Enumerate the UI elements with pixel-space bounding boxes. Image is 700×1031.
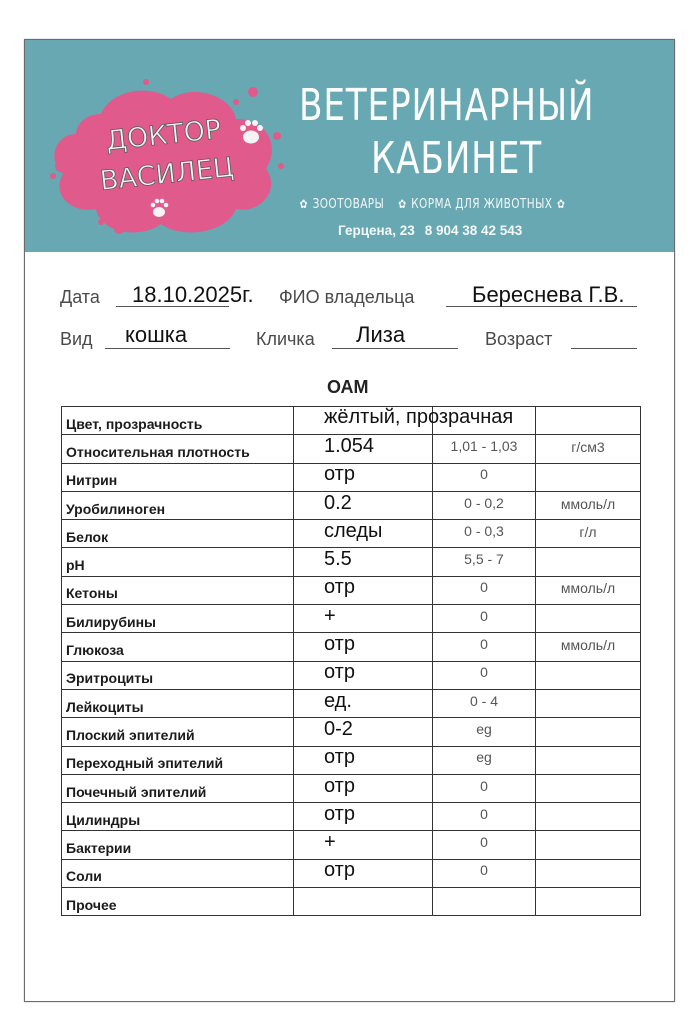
row-value[interactable]: отр [294, 859, 433, 887]
table-row [62, 859, 641, 887]
row-parameter-name: Плоский эпителий [62, 718, 294, 746]
table-row [62, 803, 641, 831]
species-line [105, 348, 230, 349]
row-norm: 0 [433, 774, 536, 802]
row-parameter-name: Нитрин [62, 463, 294, 491]
row-norm: 0 [433, 859, 536, 887]
row-value[interactable]: + [294, 831, 433, 859]
logo-text-line1: ДОКТОР [104, 114, 223, 157]
table-row [62, 605, 641, 633]
row-value[interactable]: отр [294, 746, 433, 774]
row-value[interactable]: отр [294, 576, 433, 604]
row-parameter-name: Цилиндры [62, 803, 294, 831]
paw-icon: ✿ [557, 197, 566, 211]
row-norm [433, 888, 536, 916]
row-norm: 0 - 0,3 [433, 520, 536, 548]
row-parameter-name: Почечный эпителий [62, 774, 294, 802]
row-value[interactable]: 1.054 [294, 435, 433, 463]
row-parameter-name: Лейкоциты [62, 689, 294, 717]
row-unit [536, 605, 641, 633]
row-unit: ммоль/л [536, 576, 641, 604]
pet-name-field[interactable]: Лиза [356, 322, 406, 347]
row-value[interactable]: 0-2 [294, 718, 433, 746]
row-unit: ммоль/л [536, 491, 641, 519]
row-parameter-name: Эритроциты [62, 661, 294, 689]
table-row [62, 774, 641, 802]
row-value[interactable]: 0.2 [294, 491, 433, 519]
table-row [62, 831, 641, 859]
row-unit [536, 689, 641, 717]
date-field[interactable]: 18.10.2025г. [132, 282, 254, 307]
row-value[interactable]: жёлтый, прозрачная [324, 406, 514, 428]
urinalysis-table [61, 406, 641, 916]
row-norm: 0 [433, 831, 536, 859]
table-row [62, 520, 641, 548]
table-row [62, 661, 641, 689]
row-value[interactable]: 5.5 [294, 548, 433, 576]
table-row [62, 491, 641, 519]
row-unit: г/л [536, 520, 641, 548]
row-norm: 0 [433, 661, 536, 689]
species-field[interactable]: кошка [125, 322, 188, 347]
row-parameter-name: Белок [62, 520, 294, 548]
analysis-title: ОАМ [327, 377, 369, 397]
age-label: Возраст [485, 329, 553, 349]
row-parameter-name: Прочее [62, 888, 294, 916]
row-unit [536, 746, 641, 774]
row-value[interactable]: отр [294, 633, 433, 661]
row-value[interactable] [294, 888, 433, 916]
row-norm: 5,5 - 7 [433, 548, 536, 576]
table-row [62, 407, 641, 435]
row-value[interactable]: ед. [294, 689, 433, 717]
row-value[interactable]: отр [294, 803, 433, 831]
date-label: Дата [60, 287, 100, 307]
table-row [62, 746, 641, 774]
row-norm: 0 [433, 633, 536, 661]
row-norm: 0 [433, 803, 536, 831]
clinic-title-line1: ВЕТЕРИНАРНЫЙ [299, 80, 595, 131]
row-parameter-name: Глюкоза [62, 633, 294, 661]
owner-label: ФИО владельца [279, 287, 415, 307]
row-parameter-name: Цвет, прозрачность [62, 407, 294, 435]
row-norm: 0 [433, 463, 536, 491]
row-norm: eg [433, 718, 536, 746]
row-unit: г/см3 [536, 435, 641, 463]
row-parameter-name: Бактерии [62, 831, 294, 859]
row-parameter-name: pH [62, 548, 294, 576]
table-row [62, 548, 641, 576]
table-row [62, 633, 641, 661]
row-norm: 0 [433, 605, 536, 633]
row-norm: 0 - 0,2 [433, 491, 536, 519]
logo-splash [50, 79, 284, 234]
clinic-phone: 8 904 38 42 543 [424, 223, 523, 238]
logo-text-line2: ВАСИЛЕЦ [98, 152, 236, 197]
row-value-cell[interactable] [294, 406, 514, 435]
service-item: ЗООТОВАРЫ [312, 196, 385, 212]
row-unit [536, 831, 641, 859]
row-unit [536, 548, 641, 576]
table-row [62, 463, 641, 491]
clinic-address: Герцена, 23 [338, 223, 415, 238]
row-unit [536, 859, 641, 887]
row-unit: ммоль/л [536, 633, 641, 661]
table-row [62, 888, 641, 916]
row-unit [536, 888, 641, 916]
clinic-title-line2: КАБИНЕТ [371, 133, 542, 184]
table-row [62, 576, 641, 604]
row-unit [536, 803, 641, 831]
table-row [62, 718, 641, 746]
row-parameter-name: Переходный эпителий [62, 746, 294, 774]
row-value[interactable]: отр [294, 774, 433, 802]
row-parameter-name: Соли [62, 859, 294, 887]
paw-icon: ✿ [299, 197, 308, 211]
clinic-contacts [338, 223, 522, 238]
row-norm: 1,01 - 1,03 [433, 435, 536, 463]
pet-name-label: Кличка [256, 329, 315, 349]
row-unit [536, 407, 641, 435]
row-norm: eg [433, 746, 536, 774]
row-unit [536, 718, 641, 746]
row-norm: 0 [433, 576, 536, 604]
row-parameter-name: Кетоны [62, 576, 294, 604]
row-unit [536, 661, 641, 689]
pet-name-line [332, 348, 458, 349]
row-parameter-name: Билирубины [62, 605, 294, 633]
age-line [571, 348, 637, 349]
row-value[interactable]: следы [294, 520, 433, 548]
clinic-header [25, 40, 674, 252]
clinic-services [295, 196, 570, 212]
paw-icon: ✿ [398, 197, 407, 211]
row-unit [536, 774, 641, 802]
row-value[interactable]: + [294, 605, 433, 633]
clinic-logo [41, 74, 291, 244]
lab-form-card [24, 39, 675, 1002]
row-value[interactable]: отр [294, 463, 433, 491]
row-value[interactable]: отр [294, 661, 433, 689]
row-parameter-name: Относительная плотность [62, 435, 294, 463]
owner-field[interactable]: Береснева Г.В. [472, 282, 625, 307]
row-unit [536, 463, 641, 491]
species-label: Вид [60, 329, 93, 349]
table-row [62, 435, 641, 463]
row-parameter-name: Уробилиноген [62, 491, 294, 519]
table-row [62, 689, 641, 717]
service-item: КОРМА ДЛЯ ЖИВОТНЫХ [411, 196, 553, 212]
row-norm: 0 - 4 [433, 689, 536, 717]
